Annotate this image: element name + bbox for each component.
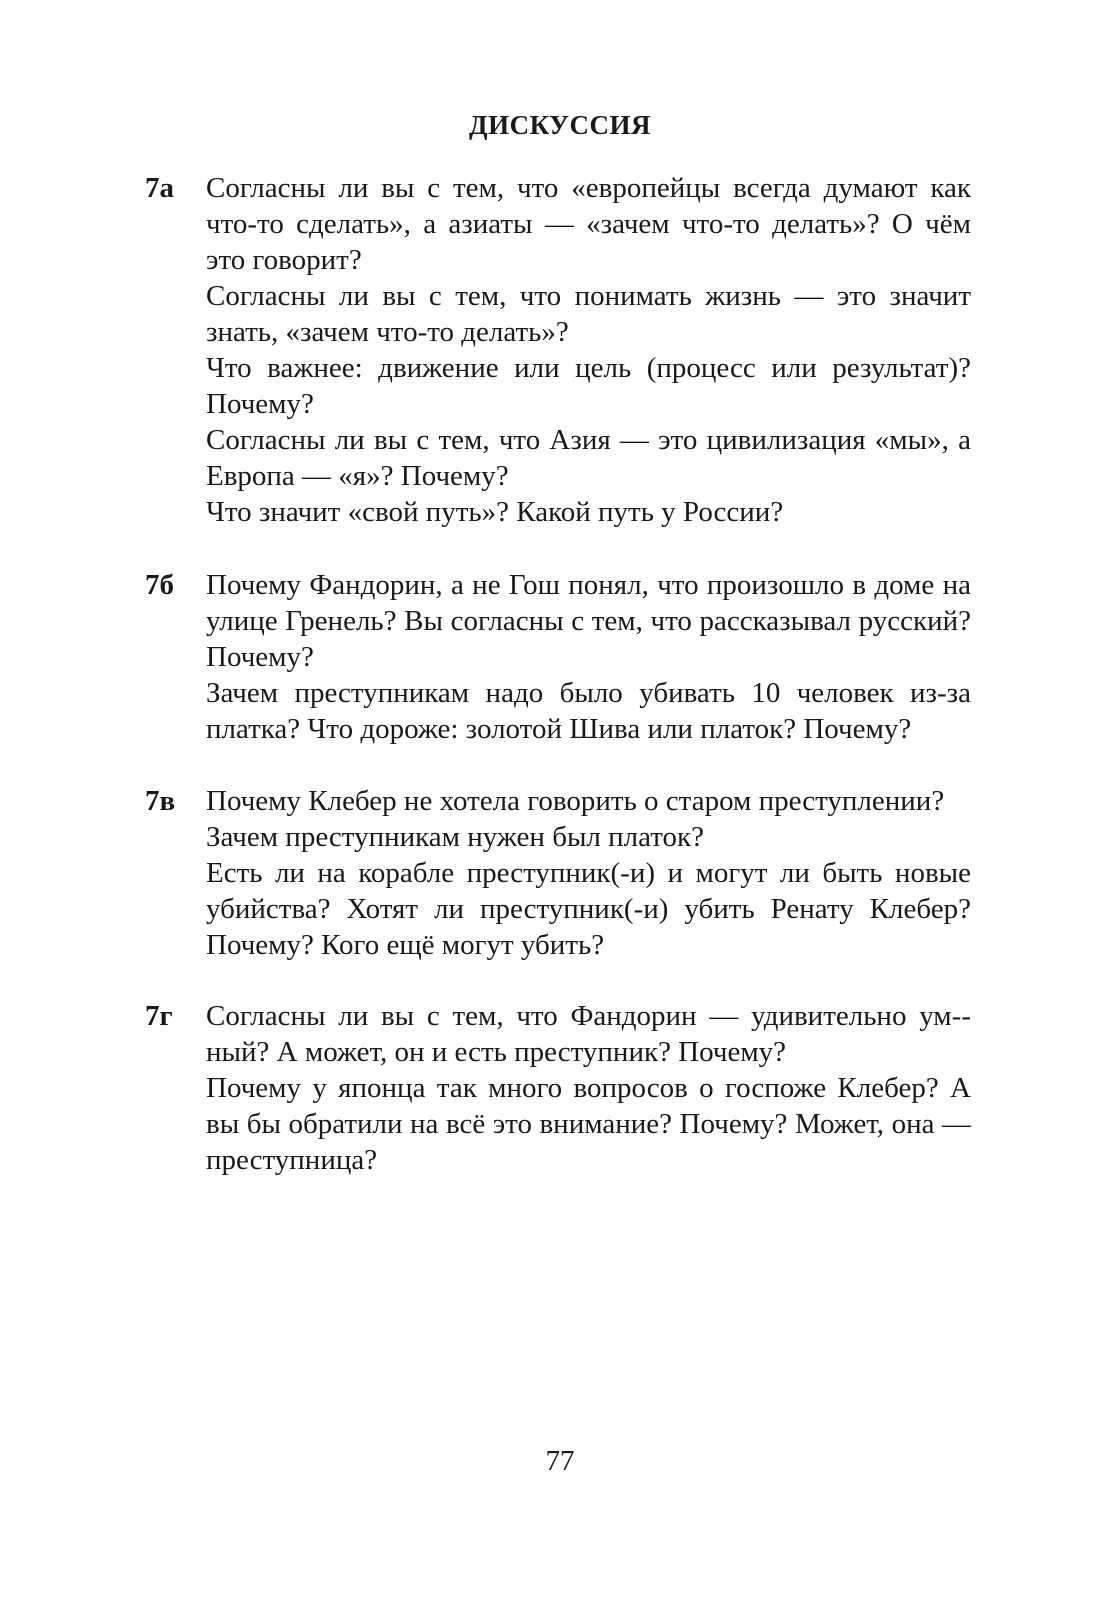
question-paragraph: Согласны ли вы с тем, что «европейцы всегда думают как что-то сделать», а азиаты — «зачем что-то делать»? О чём это говорит? [206, 172, 971, 276]
section-number: 7б [145, 569, 174, 601]
question-paragraph: Что важнее: движение или цель (процесс или результат)? Почему? [206, 352, 971, 420]
section-number: 7в [145, 785, 176, 817]
section-body [206, 998, 971, 1178]
question-paragraph: Почему у японца так много вопросов о госпоже Клебер? А вы бы обратили на всё это внимание? Почему? Может, она — преступница? [206, 1072, 971, 1176]
question-paragraph: Согласны ли вы с тем, что Фандорин — удивительно ум-ный? А может, он и есть преступник? Почему? [206, 1000, 971, 1068]
question-paragraph: Зачем преступникам надо было убивать 10 человек из-за платка? Что дороже: золотой Шива или платок? Почему? [206, 677, 971, 745]
question-paragraph: Согласны ли вы с тем, что понимать жизнь — это значит знать, «зачем что-то делать»? [206, 280, 971, 348]
section-body [206, 170, 971, 530]
section-body [206, 567, 971, 747]
section-number: 7а [145, 172, 174, 204]
section-number: 7г [145, 1000, 173, 1032]
section-body [206, 783, 971, 963]
page-number: 77 [545, 1445, 575, 1477]
page-title: ДИСКУССИЯ [469, 110, 651, 140]
question-paragraph: Почему Фандорин, а не Гош понял, что произошло в доме на улице Гренель? Вы согласны с тем, что рассказывал русский? Почему? [206, 569, 971, 673]
question-paragraph: Есть ли на корабле преступник(-и) и могут ли быть новые убийства? Хотят ли преступник(-и) убить Ренату Клебер? Почему? Кого ещё могут убить? [206, 857, 971, 961]
question-paragraph: Зачем преступникам нужен был платок? [206, 821, 705, 853]
question-paragraph: Почему Клебер не хотела говорить о старом преступлении? [206, 785, 945, 817]
question-paragraph: Согласны ли вы с тем, что Азия — это цивилизация «мы», а Европа — «я»? Почему? [206, 424, 971, 492]
question-paragraph: Что значит «свой путь»? Какой путь у России? [206, 496, 784, 528]
